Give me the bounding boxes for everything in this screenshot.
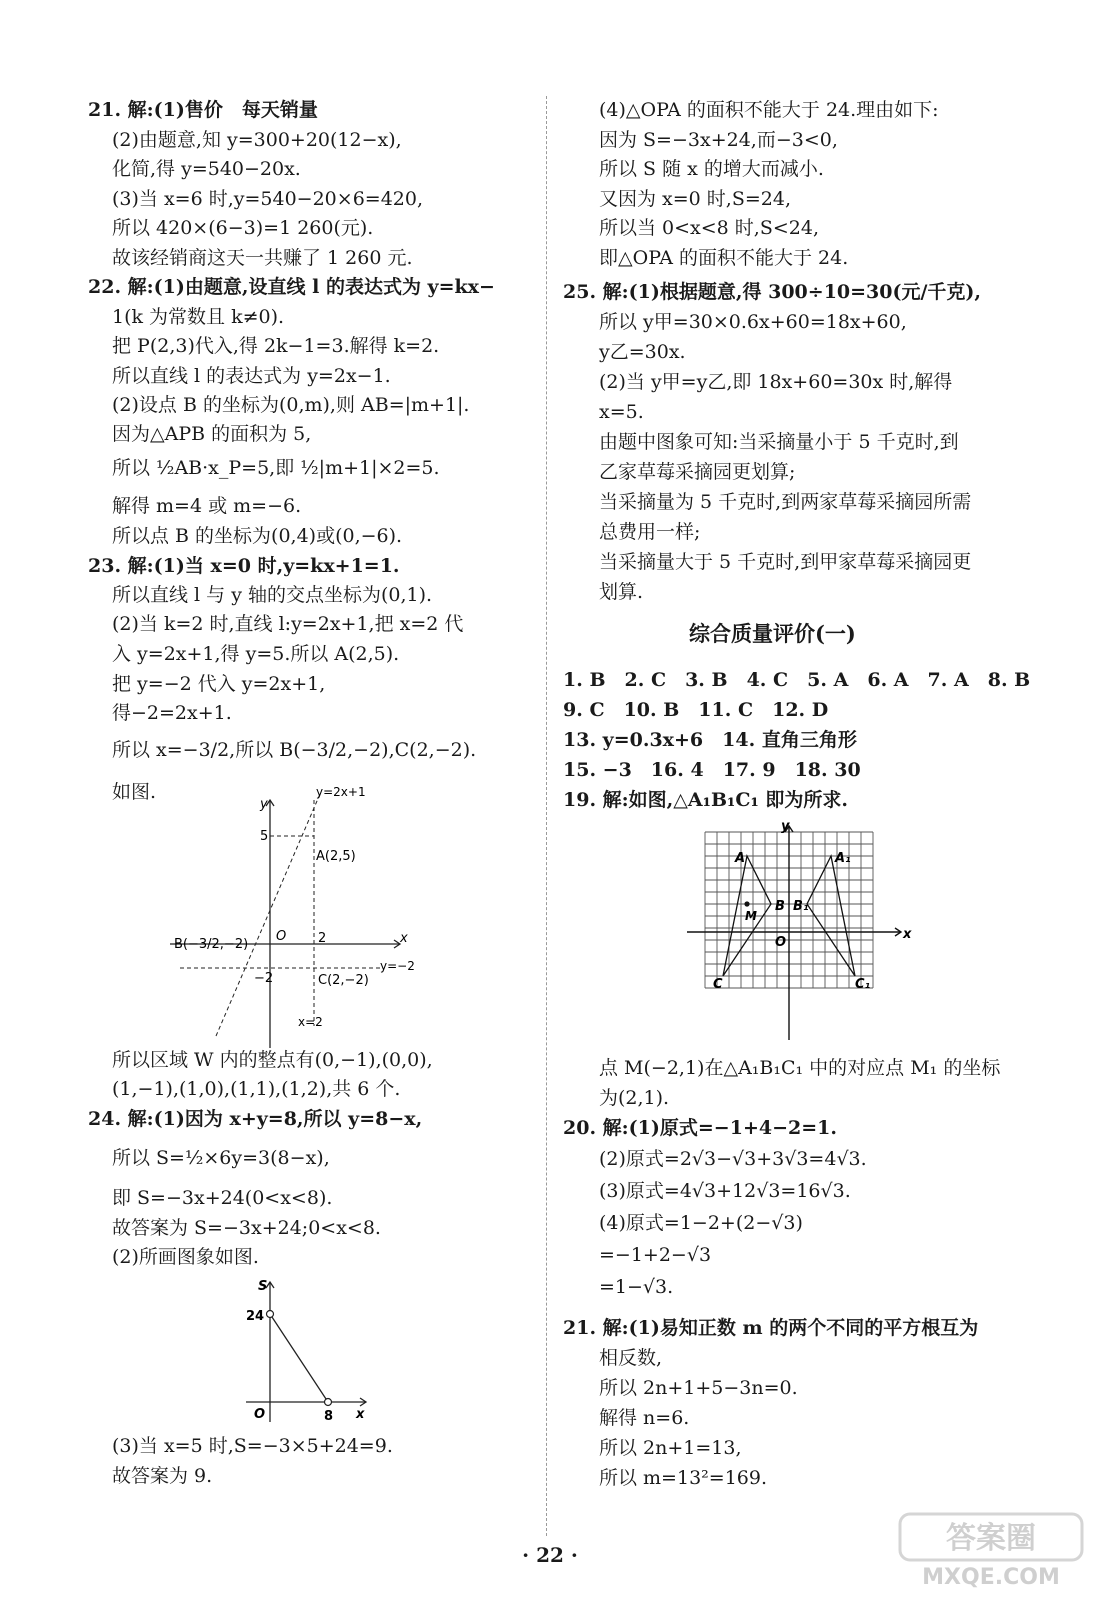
answer-line: 所以 2n+1=13, <box>599 1437 742 1459</box>
answer-line: 乙家草莓采摘园更划算; <box>599 461 796 483</box>
hline-label: y=−2 <box>380 959 415 973</box>
tick-5: 5 <box>260 829 269 844</box>
answer-line: 所以 S 随 x 的增大而减小. <box>599 158 824 180</box>
answer-line: 所以 y甲=30×0.6x+60=18x+60, <box>599 311 907 333</box>
x-axis-label: x <box>400 931 408 946</box>
vertex-c: C <box>713 977 723 992</box>
answer-line: =1−√3. <box>599 1276 674 1298</box>
answer-line: 解得 m=4 或 m=−6. <box>112 495 302 517</box>
answer-line: 划算. <box>599 581 644 603</box>
answer-line: (2)原式=2√3−√3+3√3=4√3. <box>599 1148 867 1170</box>
answer-line: (2)由题意,知 y=300+20(12−x), <box>112 129 402 151</box>
answer-line: 把 P(2,3)代入,得 2k−1=3.解得 k=2. <box>112 335 440 357</box>
origin-label: O <box>254 1407 266 1422</box>
origin-label: O <box>775 935 787 950</box>
answer-line: 当采摘量为 5 千克时,到两家草莓采摘园所需 <box>599 491 972 513</box>
answer-23-head: 23. 解:(1)当 x=0 时,y=kx+1=1. <box>88 555 400 577</box>
answer-line: 所以 420×(6−3)=1 260(元). <box>112 217 374 239</box>
answer-line: 入 y=2x+1,得 y=5.所以 A(2,5). <box>112 643 400 665</box>
answer-21b-head: 21. 解:(1)易知正数 m 的两个不同的平方根互为 <box>563 1317 979 1339</box>
point-m-label: M <box>745 909 757 923</box>
vertex-a: A <box>735 851 746 866</box>
open-point-8 <box>325 1399 332 1406</box>
answer-line: y乙=30x. <box>599 341 686 363</box>
vertex-a1: A₁ <box>835 851 851 866</box>
answer-line: 所以直线 l 与 y 轴的交点坐标为(0,1). <box>112 584 433 606</box>
answer-line: 所以直线 l 的表达式为 y=2x−1. <box>112 365 391 387</box>
y-axis-label: y <box>781 819 790 834</box>
answer-line: 1(k 为常数且 k≠0). <box>112 306 285 328</box>
answer-20-head: 20. 解:(1)原式=−1+4−2=1. <box>563 1117 837 1139</box>
fill-answers: 15. −3 16. 4 17. 9 18. 30 <box>563 759 861 781</box>
choice-answers: 9. C 10. B 11. C 12. D <box>563 699 829 721</box>
point-c-label: C(2,−2) <box>318 973 369 988</box>
point-b-label: B(−3/2,−2) <box>174 937 249 952</box>
answer-line: 如图. <box>112 781 157 803</box>
answer-line: 又因为 x=0 时,S=24, <box>599 188 791 210</box>
answer-line: x=5. <box>599 401 644 423</box>
answer-line: 总费用一样; <box>599 521 701 543</box>
x-axis-label: x <box>903 927 912 942</box>
point-m <box>744 901 749 906</box>
answer-line: 所以区域 W 内的整点有(0,−1),(0,0), <box>112 1049 433 1071</box>
answer-line: 解得 n=6. <box>599 1407 690 1429</box>
vertex-b1: B₁ <box>793 899 809 914</box>
answer-line: 即 S=−3x+24(0<x<8). <box>112 1187 333 1209</box>
answer-line: 所以 ½AB·x_P=5,即 ½|m+1|×2=5. <box>112 457 440 479</box>
answer-22-head: 22. 解:(1)由题意,设直线 l 的表达式为 y=kx− <box>88 276 495 298</box>
answer-line: 为(2,1). <box>599 1087 670 1109</box>
open-point-24 <box>267 1311 274 1318</box>
answer-line: 点 M(−2,1)在△A₁B₁C₁ 中的对应点 M₁ 的坐标 <box>599 1057 1001 1079</box>
point-a-label: A(2,5) <box>316 849 356 864</box>
column-divider <box>546 96 547 1536</box>
tick-2: 2 <box>318 931 327 946</box>
answer-line: 得−2=2x+1. <box>112 702 232 724</box>
tick-8: 8 <box>324 1409 334 1424</box>
watermark-logo <box>896 1510 1086 1592</box>
vline-label: x=2 <box>298 1015 323 1029</box>
answer-line: 当采摘量大于 5 千克时,到甲家草莓采摘园更 <box>599 551 972 573</box>
answer-line: 故该经销商这天一共赚了 1 260 元. <box>112 247 413 269</box>
answer-line: 把 y=−2 代入 y=2x+1, <box>112 673 326 695</box>
answer-line: =−1+2−√3 <box>599 1244 712 1266</box>
tick-24: 24 <box>246 1309 265 1324</box>
answer-19-head: 19. 解:如图,△A₁B₁C₁ 即为所求. <box>563 789 849 811</box>
answer-line: (3)原式=4√3+12√3=16√3. <box>599 1180 851 1202</box>
answer-line: (2)所画图象如图. <box>112 1246 259 1268</box>
answer-line: (2)当 y甲=y乙,即 18x+60=30x 时,解得 <box>599 371 953 393</box>
answer-line: (4)原式=1−2+(2−√3) <box>599 1212 803 1234</box>
section-title: 综合质量评价(一) <box>689 621 856 646</box>
answer-line: (3)当 x=6 时,y=540−20×6=420, <box>112 188 424 210</box>
answer-line: 由题中图象可知:当采摘量小于 5 千克时,到 <box>599 431 959 453</box>
answer-line: (2)设点 B 的坐标为(0,m),则 AB=|m+1|. <box>112 394 470 416</box>
graph-line-figure <box>164 786 504 1054</box>
grid-figure <box>683 818 923 1048</box>
answer-line: 所以 m=13²=169. <box>599 1467 767 1489</box>
graph-s-figure <box>236 1272 376 1430</box>
answer-line: 故答案为 S=−3x+24;0<x<8. <box>112 1217 381 1239</box>
answer-line: (4)△OPA 的面积不能大于 24.理由如下: <box>599 99 939 121</box>
answer-21-head: 21. 解:(1)售价 每天销量 <box>88 99 318 121</box>
line-label: y=2x+1 <box>316 786 366 799</box>
choice-answers: 1. B 2. C 3. B 4. C 5. A 6. A 7. A 8. B <box>563 669 1031 691</box>
answer-line: 因为 S=−3x+24,而−3<0, <box>599 129 838 151</box>
answer-line: (2)当 k=2 时,直线 l:y=2x+1,把 x=2 代 <box>112 613 464 635</box>
vertex-c1: C₁ <box>855 977 871 992</box>
tick-neg2: −2 <box>254 971 274 986</box>
answer-line: 所以 S=½×6y=3(8−x), <box>112 1147 330 1169</box>
answer-line: 所以 x=−3/2,所以 B(−3/2,−2),C(2,−2). <box>112 739 477 761</box>
answer-line: 化简,得 y=540−20x. <box>112 158 301 180</box>
x-axis-label: x <box>356 1407 365 1422</box>
answer-line: 所以点 B 的坐标为(0,4)或(0,−6). <box>112 525 403 547</box>
answer-line: (1,−1),(1,0),(1,1),(1,2),共 6 个. <box>112 1078 401 1100</box>
answer-line: (3)当 x=5 时,S=−3×5+24=9. <box>112 1435 393 1457</box>
vertex-b: B <box>775 899 785 914</box>
svg-text:MXQE.COM: MXQE.COM <box>922 1565 1060 1590</box>
answer-line: 相反数, <box>599 1347 663 1369</box>
origin-label: O <box>276 929 287 944</box>
s-axis-label: S <box>258 1279 268 1294</box>
answer-line: 所以当 0<x<8 时,S<24, <box>599 217 820 239</box>
page-number: · 22 · <box>522 1543 578 1567</box>
answer-line: 故答案为 9. <box>112 1465 213 1487</box>
fill-answers: 13. y=0.3x+6 14. 直角三角形 <box>563 729 857 751</box>
answer-24-head: 24. 解:(1)因为 x+y=8,所以 y=8−x, <box>88 1108 423 1130</box>
answer-line: 所以 2n+1+5−3n=0. <box>599 1377 798 1399</box>
answer-line: 即△OPA 的面积不能大于 24. <box>599 247 849 269</box>
svg-text:答案圈: 答案圈 <box>946 1521 1036 1556</box>
y-axis-label: y <box>260 797 268 812</box>
answer-25-head: 25. 解:(1)根据题意,得 300÷10=30(元/千克), <box>563 281 982 303</box>
answer-line: 因为△APB 的面积为 5, <box>112 423 312 445</box>
